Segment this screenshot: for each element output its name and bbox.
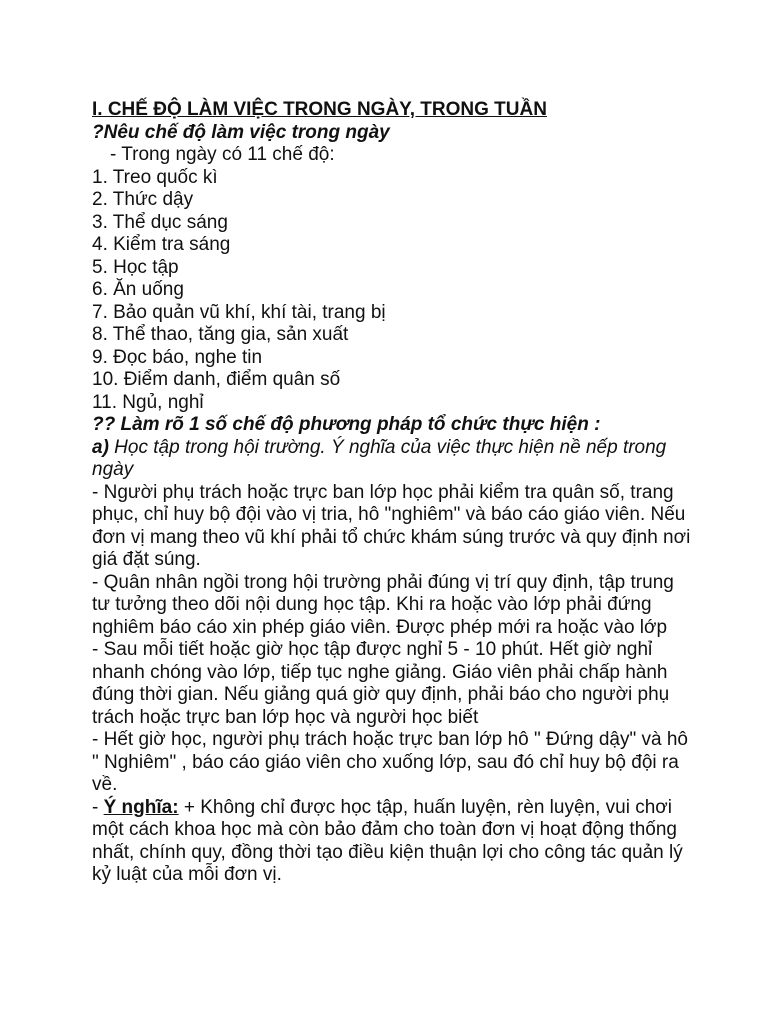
section-heading: I. CHẾ ĐỘ LÀM VIỆC TRONG NGÀY, TRONG TUẦN [92,99,547,120]
list-item: 1. Treo quốc kì [92,166,218,188]
section-a-text: Học tập trong hội trường. Ý nghĩa của việc thực hiện nề nếp trong ngày [92,436,667,480]
question-daily-regime: ?Nêu chế độ làm việc trong ngày [92,121,390,143]
list-item: 8. Thể thao, tăng gia, sản xuất [92,324,349,345]
section-a [92,437,692,482]
section-a-label: a) [92,436,109,458]
list-item: 6. Ăn uống [92,279,184,300]
list-item: 10. Điểm danh, điểm quân số [92,369,341,390]
meaning-paragraph [92,797,692,887]
list-item: 3. Thể dục sáng [92,211,228,233]
list-item: 9. Đọc báo, nghe tin [92,346,263,368]
intro-line: - Trong ngày có 11 chế độ: [110,144,335,165]
meaning-prefix: - [92,796,104,818]
list-item: 4. Kiểm tra sáng [92,234,231,255]
question-methods: ?? Làm rõ 1 số chế độ phương pháp tổ chức thực hiện : [92,414,601,435]
list-item: 7. Bảo quản vũ khí, khí tài, trang bị [92,301,386,323]
paragraph: - Người phụ trách hoặc trực ban lớp học phải kiểm tra quân số, trang phục, chỉ huy bộ đội vào vị tria, hô "nghiêm" và báo cáo giáo viên. Nếu đơn vị mang theo vũ khí phải tổ chức khám súng trước và quy định nơi giá đặt súng. [92,481,691,570]
meaning-text: + Không chỉ được học tập, huấn luyện, rèn luyện, vui chơi một cách khoa học mà còn bảo đảm cho toàn đơn vị hoạt động thống nhất, chính quy, đồng thời tạo điều kiện thuận lợi cho công tác quản lý kỷ luật của mỗi đơn vị. [92,796,683,885]
paragraph: - Sau mỗi tiết hoặc giờ học tập được nghỉ 5 - 10 phút. Hết giờ nghỉ nhanh chóng vào lớp, tiếp tục nghe giảng. Giáo viên phải chấp hành đúng thời gian. Nếu giảng quá giờ quy định, phải báo cho người phụ trách hoặc trực ban lớp học và người học biết [92,639,670,728]
paragraph: - Hết giờ học, người phụ trách hoặc trực ban lớp hô " Đứng dậy" và hô " Nghiêm" , báo cáo giáo viên cho xuống lớp, sau đó chỉ huy bộ đội ra về. [92,729,688,795]
list-item: 5. Học tập [92,256,179,278]
paragraph: - Quân nhân ngồi trong hội trường phải đúng vị trí quy định, tập trung tư tưởng theo dõi nội dung học tập. Khi ra hoặc vào lớp phải đứng nghiêm báo cáo xin phép giáo viên. Được phép mới ra hoặc vào lớp [92,571,674,638]
document-page [92,99,692,887]
list-item: 2. Thức dậy [92,189,194,210]
list-item: 11. Ngủ, nghỉ [92,391,204,413]
meaning-label: Ý nghĩa: [103,796,179,818]
